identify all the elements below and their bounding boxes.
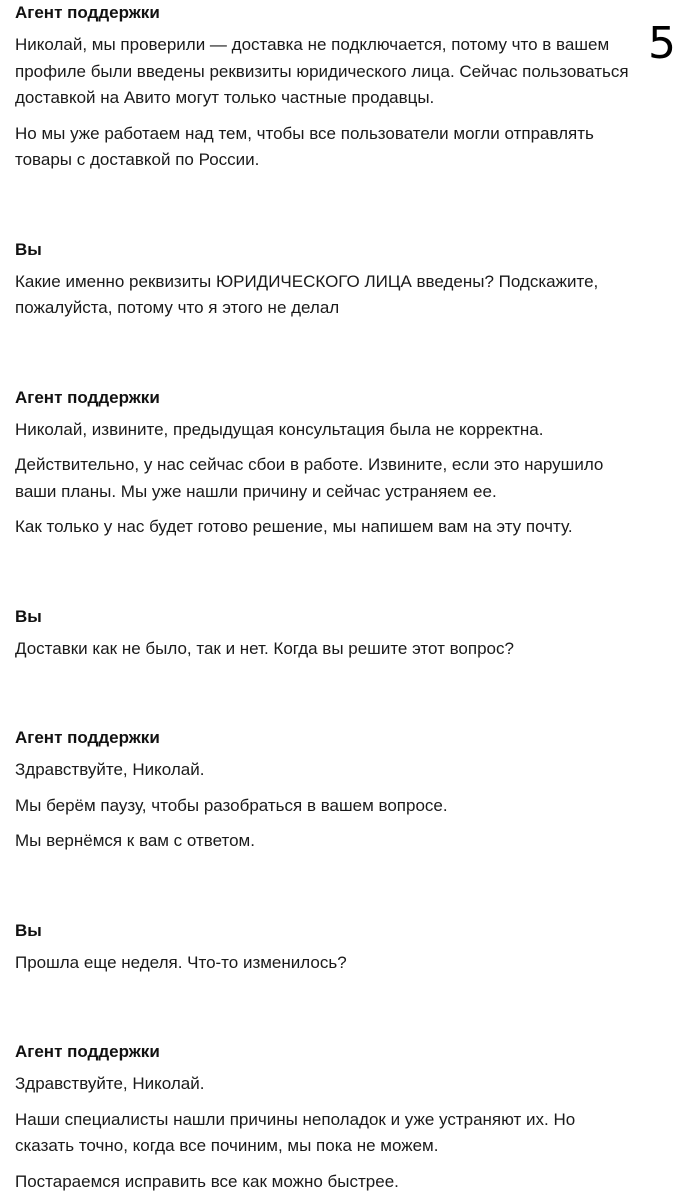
page-number: 5 [648,18,676,69]
message-author: Агент поддержки [15,387,160,407]
message-author: Агент поддержки [15,1042,160,1061]
message-text: Прошла еще неделя. Что-то изменилось? [15,952,347,972]
message-user [15,607,635,663]
message-agent [15,388,635,541]
message-agent [15,1042,635,1195]
message-agent [15,3,635,174]
message-text: Здравствуйте, Николай. [15,760,205,779]
message-text: Николай, мы проверили — доставка не подключается, потому что в вашем профиле были введены реквизиты юридического лица. Сейчас пользоваться доставкой на Авито могут только частные продавцы. [15,35,629,107]
message-agent [15,728,635,855]
message-user [15,921,635,977]
chat-transcript [15,0,635,1204]
message-spacer [15,985,635,1039]
message-text: Мы вернёмся к вам с ответом. [15,831,255,850]
message-text: Николай, извините, предыдущая консультация была не корректна. [15,419,544,439]
message-text: Постараемся исправить все как можно быстрее. [15,1171,399,1191]
message-text: Действительно, у нас сейчас сбои в работе. Извините, если это нарушило ваши планы. Мы уже нашли причину и сейчас устраняем ее. [15,455,604,501]
message-spacer [15,183,635,237]
message-spacer [15,864,635,918]
message-spacer [15,550,635,604]
message-spacer [15,331,635,385]
message-text: Наши специалисты нашли причины неполадок и уже устраняют их. Но сказать точно, когда все починим, мы пока не можем. [15,1109,576,1155]
message-author: Вы [15,606,42,626]
message-user [15,240,635,322]
message-text: Как только у нас будет готово решение, мы напишем вам на эту почту. [15,517,573,536]
message-author: Агент поддержки [15,3,160,22]
message-spacer [15,671,635,725]
message-author: Агент поддержки [15,728,160,747]
message-text: Но мы уже работаем над тем, чтобы все пользователи могли отправлять товары с доставкой по России. [15,123,594,169]
message-text: Здравствуйте, Николай. [15,1074,205,1093]
message-text: Какие именно реквизиты ЮРИДИЧЕСКОГО ЛИЦА введены? Подскажите, пожалуйста, потому что я этого не делал [15,271,599,317]
message-text: Доставки как не было, так и нет. Когда вы решите этот вопрос? [15,638,514,658]
message-author: Вы [15,920,42,940]
message-text: Мы берём паузу, чтобы разобраться в вашем вопросе. [15,795,448,815]
message-author: Вы [15,239,42,259]
